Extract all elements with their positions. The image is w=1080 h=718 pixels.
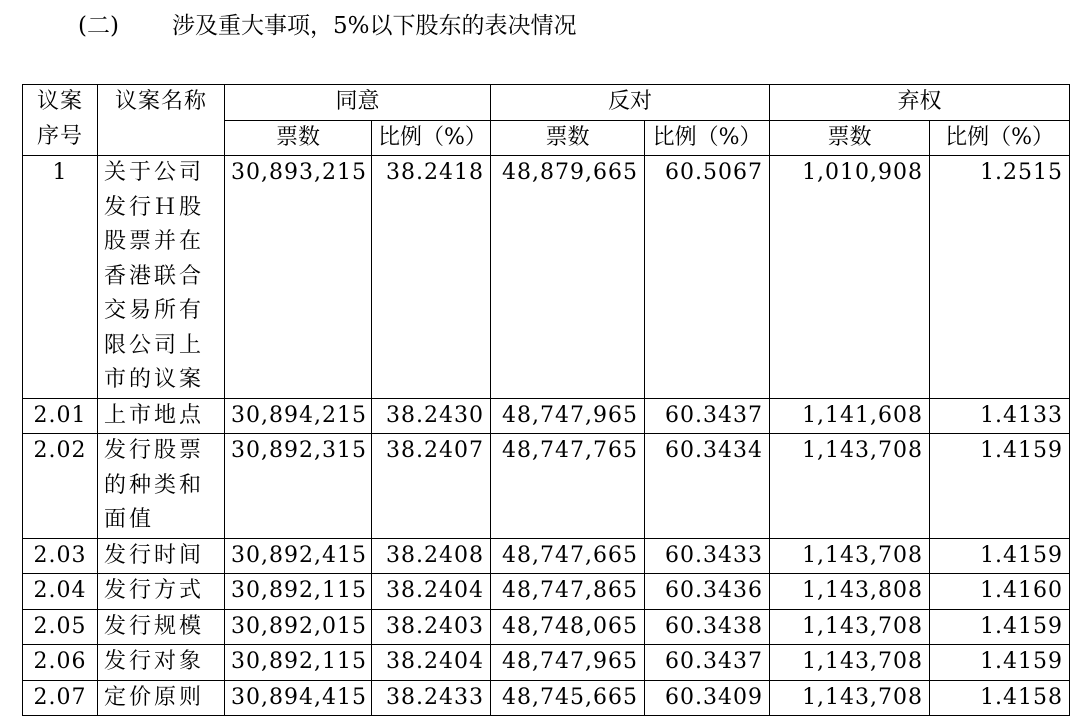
row-abstain-votes: 1,143,708 [770,645,930,681]
row-oppose-ratio: 60.3434 [645,434,770,539]
table-row [23,680,1070,716]
row-agree-votes: 30,892,115 [225,645,372,681]
table-row [23,574,1070,610]
row-agree-votes: 30,892,415 [225,538,372,574]
row-name: 发行规模 [98,609,225,645]
row-seq: 2.05 [23,609,98,645]
row-oppose-votes: 48,879,665 [491,156,645,399]
row-agree-votes: 30,892,115 [225,574,372,610]
row-agree-ratio: 38.2404 [372,645,491,681]
voting-results-table [22,84,1070,716]
row-abstain-votes: 1,141,608 [770,398,930,434]
row-agree-votes: 30,892,315 [225,434,372,539]
row-seq: 2.03 [23,538,98,574]
header-oppose: 反对 [491,85,770,121]
header-agree-votes: 票数 [225,120,372,156]
row-oppose-ratio: 60.3437 [645,645,770,681]
row-seq: 2.07 [23,680,98,716]
row-abstain-ratio: 1.4133 [930,398,1070,434]
header-row-top [23,85,1070,121]
row-name: 发行股票的种类和面值 [98,434,225,539]
row-seq: 2.04 [23,574,98,610]
section-heading [78,8,577,44]
row-abstain-ratio: 1.4158 [930,680,1070,716]
table-row [23,398,1070,434]
row-oppose-ratio: 60.3409 [645,680,770,716]
row-abstain-ratio: 1.4159 [930,538,1070,574]
table-row [23,434,1070,539]
row-oppose-votes: 48,747,965 [491,398,645,434]
row-oppose-votes: 48,748,065 [491,609,645,645]
row-oppose-ratio: 60.3437 [645,398,770,434]
row-agree-ratio: 38.2403 [372,609,491,645]
row-abstain-votes: 1,143,708 [770,680,930,716]
row-seq: 2.02 [23,434,98,539]
table-row [23,609,1070,645]
header-abstain-ratio: 比例（%） [930,120,1070,156]
row-oppose-votes: 48,747,665 [491,538,645,574]
row-abstain-ratio: 1.4159 [930,434,1070,539]
header-oppose-votes: 票数 [491,120,645,156]
header-seq: 议案序号 [23,85,98,156]
header-abstain-votes: 票数 [770,120,930,156]
row-name: 关于公司发行Ｈ股股票并在香港联合交易所有限公司上市的议案 [98,156,225,399]
row-abstain-ratio: 1.4159 [930,645,1070,681]
row-abstain-votes: 1,143,708 [770,538,930,574]
row-oppose-ratio: 60.3438 [645,609,770,645]
row-agree-votes: 30,894,415 [225,680,372,716]
table-body [23,85,1070,716]
header-agree: 同意 [225,85,491,121]
row-agree-votes: 30,894,215 [225,398,372,434]
table-row [23,156,1070,399]
row-oppose-ratio: 60.3433 [645,538,770,574]
row-oppose-votes: 48,747,965 [491,645,645,681]
row-abstain-votes: 1,010,908 [770,156,930,399]
row-agree-ratio: 38.2408 [372,538,491,574]
row-agree-votes: 30,892,015 [225,609,372,645]
row-abstain-ratio: 1.4160 [930,574,1070,610]
row-seq: 2.06 [23,645,98,681]
row-abstain-ratio: 1.2515 [930,156,1070,399]
row-abstain-votes: 1,143,708 [770,609,930,645]
row-oppose-votes: 48,747,865 [491,574,645,610]
row-name: 定价原则 [98,680,225,716]
row-agree-ratio: 38.2433 [372,680,491,716]
header-agree-ratio: 比例（%） [372,120,491,156]
table-row [23,538,1070,574]
row-name: 上市地点 [98,398,225,434]
row-abstain-votes: 1,143,808 [770,574,930,610]
row-seq: 2.01 [23,398,98,434]
row-agree-ratio: 38.2430 [372,398,491,434]
row-oppose-ratio: 60.5067 [645,156,770,399]
row-name: 发行时间 [98,538,225,574]
row-oppose-votes: 48,745,665 [491,680,645,716]
row-abstain-votes: 1,143,708 [770,434,930,539]
row-oppose-votes: 48,747,765 [491,434,645,539]
row-seq: 1 [23,156,98,399]
row-name: 发行方式 [98,574,225,610]
section-title: 涉及重大事项，5%以下股东的表决情况 [172,13,577,39]
row-agree-ratio: 38.2418 [372,156,491,399]
row-agree-ratio: 38.2407 [372,434,491,539]
row-agree-votes: 30,893,215 [225,156,372,399]
table-row [23,645,1070,681]
header-name: 议案名称 [98,85,225,156]
row-abstain-ratio: 1.4159 [930,609,1070,645]
header-oppose-ratio: 比例（%） [645,120,770,156]
row-agree-ratio: 38.2404 [372,574,491,610]
header-abstain: 弃权 [770,85,1070,121]
row-oppose-ratio: 60.3436 [645,574,770,610]
section-number: (二) [78,13,119,39]
row-name: 发行对象 [98,645,225,681]
